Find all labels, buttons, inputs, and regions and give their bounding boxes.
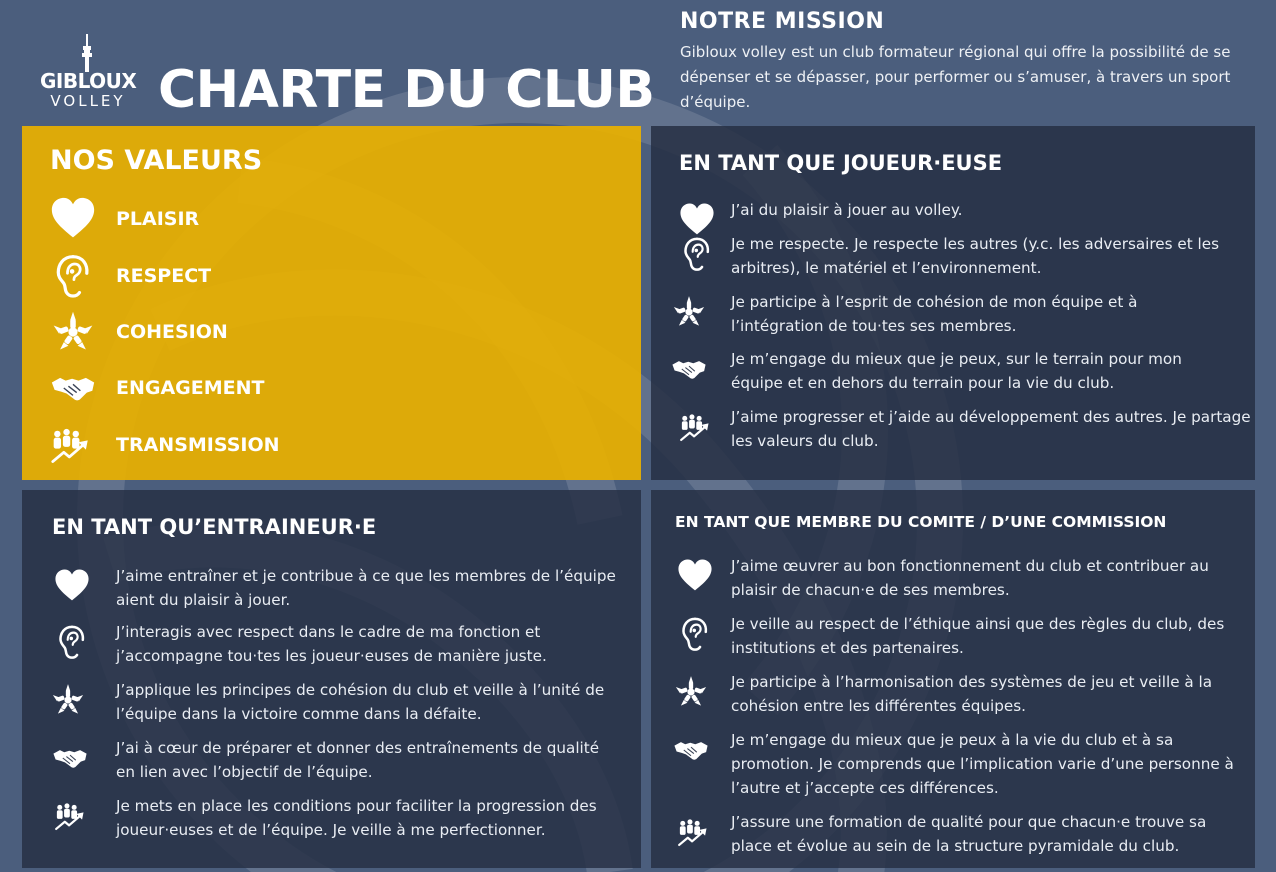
coach-panel [22, 490, 641, 868]
heart-icon [679, 202, 715, 238]
handshake-icon [673, 732, 709, 768]
mission-text: Gibloux volley est un club formateur régional qui offre la possibilité de se dépenser et se dépasser, pour performer ou s’amuser, à travers un sport d’équipe. [680, 43, 1231, 111]
item-text: J’assure une formation de qualité pour que chacun·e trouve sa place et évolue au sein de la structure pyramidale du club. [731, 813, 1207, 855]
page-title: CHARTE DU CLUB [158, 60, 655, 120]
values-heading: NOS VALEURS [50, 145, 263, 176]
item-text: Je me respecte. Je respecte les autres (y.c. les adversaires et les arbitres), le matériel et l’environnement. [731, 235, 1219, 277]
item-text: Je participe à l’esprit de cohésion de mon équipe et à l’intégration de tou·tes ses membres. [731, 293, 1138, 335]
club-logo [40, 34, 136, 114]
handshake-icon [52, 740, 88, 776]
value-item-engagement [50, 365, 610, 415]
item-text: J’ai à cœur de préparer et donner des entraînements de qualité en lien avec l’objectif de l’équipe. [116, 739, 600, 781]
item-text: J’aime progresser et j’aide au développement des autres. Je partage les valeurs du club. [731, 408, 1251, 450]
value-label: COHESION [116, 321, 228, 343]
value-label: TRANSMISSION [116, 434, 280, 456]
value-item-respect [50, 253, 610, 303]
player-heading: EN TANT QUE JOUEUR·EUSE [679, 151, 1003, 175]
value-label: ENGAGEMENT [116, 377, 265, 399]
handshake-icon [50, 365, 96, 411]
tower-icon [77, 34, 97, 72]
item-text: Je m’engage du mieux que je peux, sur le terrain pour mon équipe et en dehors du terrain pour la vie du club. [731, 350, 1182, 392]
item-text: J’aime œuvrer au bon fonctionnement du club et contribuer au plaisir de chacun·e de ses membres. [731, 557, 1209, 599]
item-text: Je mets en place les conditions pour faciliter la progression des joueur·euses et de l’équipe. Je veille à me perfectionner. [116, 797, 597, 839]
people-growth-icon [677, 814, 713, 850]
mission-section [680, 8, 1240, 115]
player-panel [651, 126, 1255, 480]
mission-heading: NOTRE MISSION [680, 9, 885, 34]
item-text: J’applique les principes de cohésion du club et veille à l’unité de l’équipe dans la victoire comme dans la défaite. [116, 681, 605, 723]
heart-icon [54, 568, 90, 604]
ear-icon [54, 624, 90, 660]
values-panel [22, 126, 641, 480]
hands-circle-icon [50, 309, 96, 355]
item-text: J’aime entraîner et je contribue à ce que les membres de l’équipe aient du plaisir à jouer. [116, 567, 616, 609]
item-text: J’ai du plaisir à jouer au volley. [731, 201, 963, 219]
people-growth-icon [679, 409, 715, 445]
item-text: Je veille au respect de l’éthique ainsi que des règles du club, des institutions et des partenaires. [731, 615, 1225, 657]
ear-icon [50, 253, 96, 299]
value-item-cohesion [50, 309, 610, 359]
value-label: RESPECT [116, 265, 212, 287]
people-growth-icon [50, 422, 96, 468]
heart-icon [50, 196, 96, 242]
committee-panel [651, 490, 1255, 868]
hands-circle-icon [50, 682, 86, 718]
ear-icon [679, 236, 715, 272]
committee-heading: EN TANT QUE MEMBRE DU COMITE / D’UNE COMMISSION [675, 513, 1167, 531]
value-label: PLAISIR [116, 208, 200, 230]
item-text: Je m’engage du mieux que je peux à la vie du club et à sa promotion. Je comprends que l’implication varie d’une personne à l’autre et j’accepte ces différences. [731, 731, 1234, 797]
handshake-icon [671, 351, 707, 387]
item-text: J’interagis avec respect dans le cadre de ma fonction et j’accompagne tou·tes les joueur·euses de manière juste. [116, 623, 547, 665]
logo-sub: VOLLEY [50, 92, 126, 110]
coach-heading: EN TANT QU’ENTRAINEUR·E [52, 515, 377, 539]
people-growth-icon [54, 798, 90, 834]
ear-icon [677, 616, 713, 652]
heart-icon [677, 558, 713, 594]
logo-name: GIBLOUX [40, 69, 137, 93]
value-item-transmission [50, 422, 610, 472]
hands-circle-icon [673, 674, 709, 710]
hands-circle-icon [671, 294, 707, 330]
value-item-plaisir [50, 196, 610, 246]
item-text: Je participe à l’harmonisation des systèmes de jeu et veille à la cohésion entre les différentes équipes. [731, 673, 1213, 715]
